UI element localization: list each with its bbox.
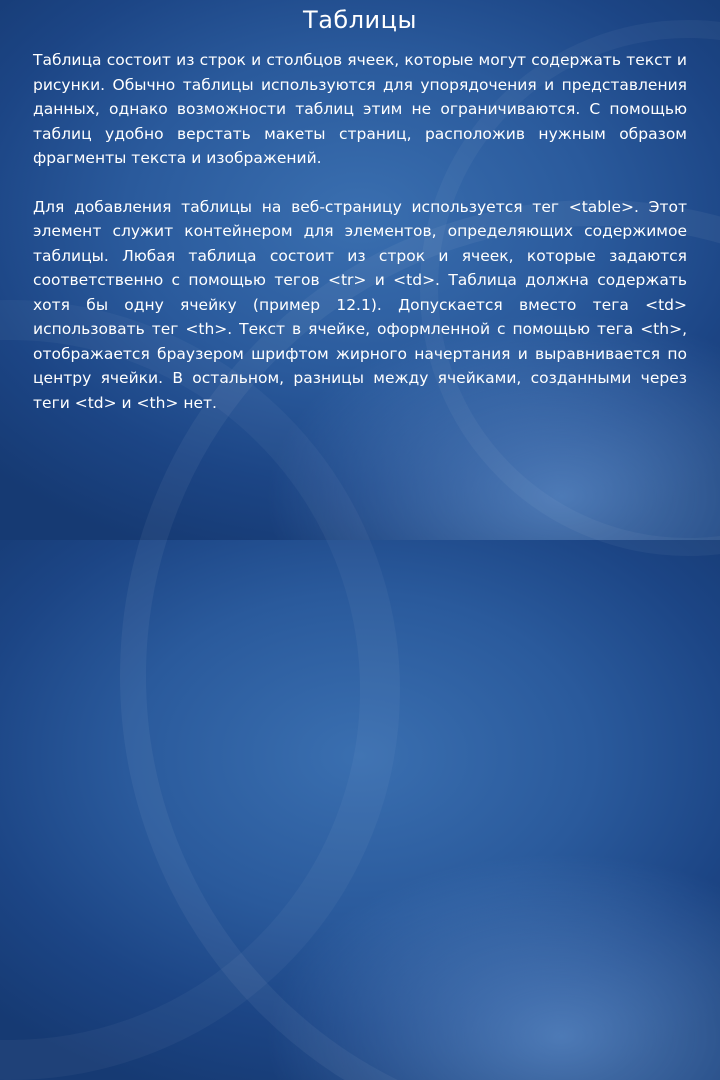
body-paragraph: Таблица состоит из строк и столбцов ячеек, которые могут содержать текст и рисунки. Обычно таблицы используются для упорядочения и представления данных, однако возможности таблиц этим не ограничиваются. С помощью таблиц удобно верстать макеты страниц, расположив нужным образом фрагменты текста и изображений.	[33, 51, 687, 167]
body-paragraph: Для добавления таблицы на веб-страницу используется тег <table>. Этот элемент служит контейнером для элементов, определяющих содержимое таблицы. Любая таблица состоит из строк и ячеек, которые задаются соответственно с помощью тегов <tr> и <td>. Таблица должна содержать хотя бы одну ячейку (пример 12.1). Допускается вместо тега <td> использовать тег <th>. Текст в ячейке, оформленной с помощью тега <th>, отображается браузером шрифтом жирного начертания и выравнивается по центру ячейки. В остальном, разницы между ячейками, созданными через теги <td> и <th> нет.	[33, 197, 687, 412]
slide-title: Таблицы	[303, 6, 417, 34]
slide-body	[33, 48, 687, 439]
